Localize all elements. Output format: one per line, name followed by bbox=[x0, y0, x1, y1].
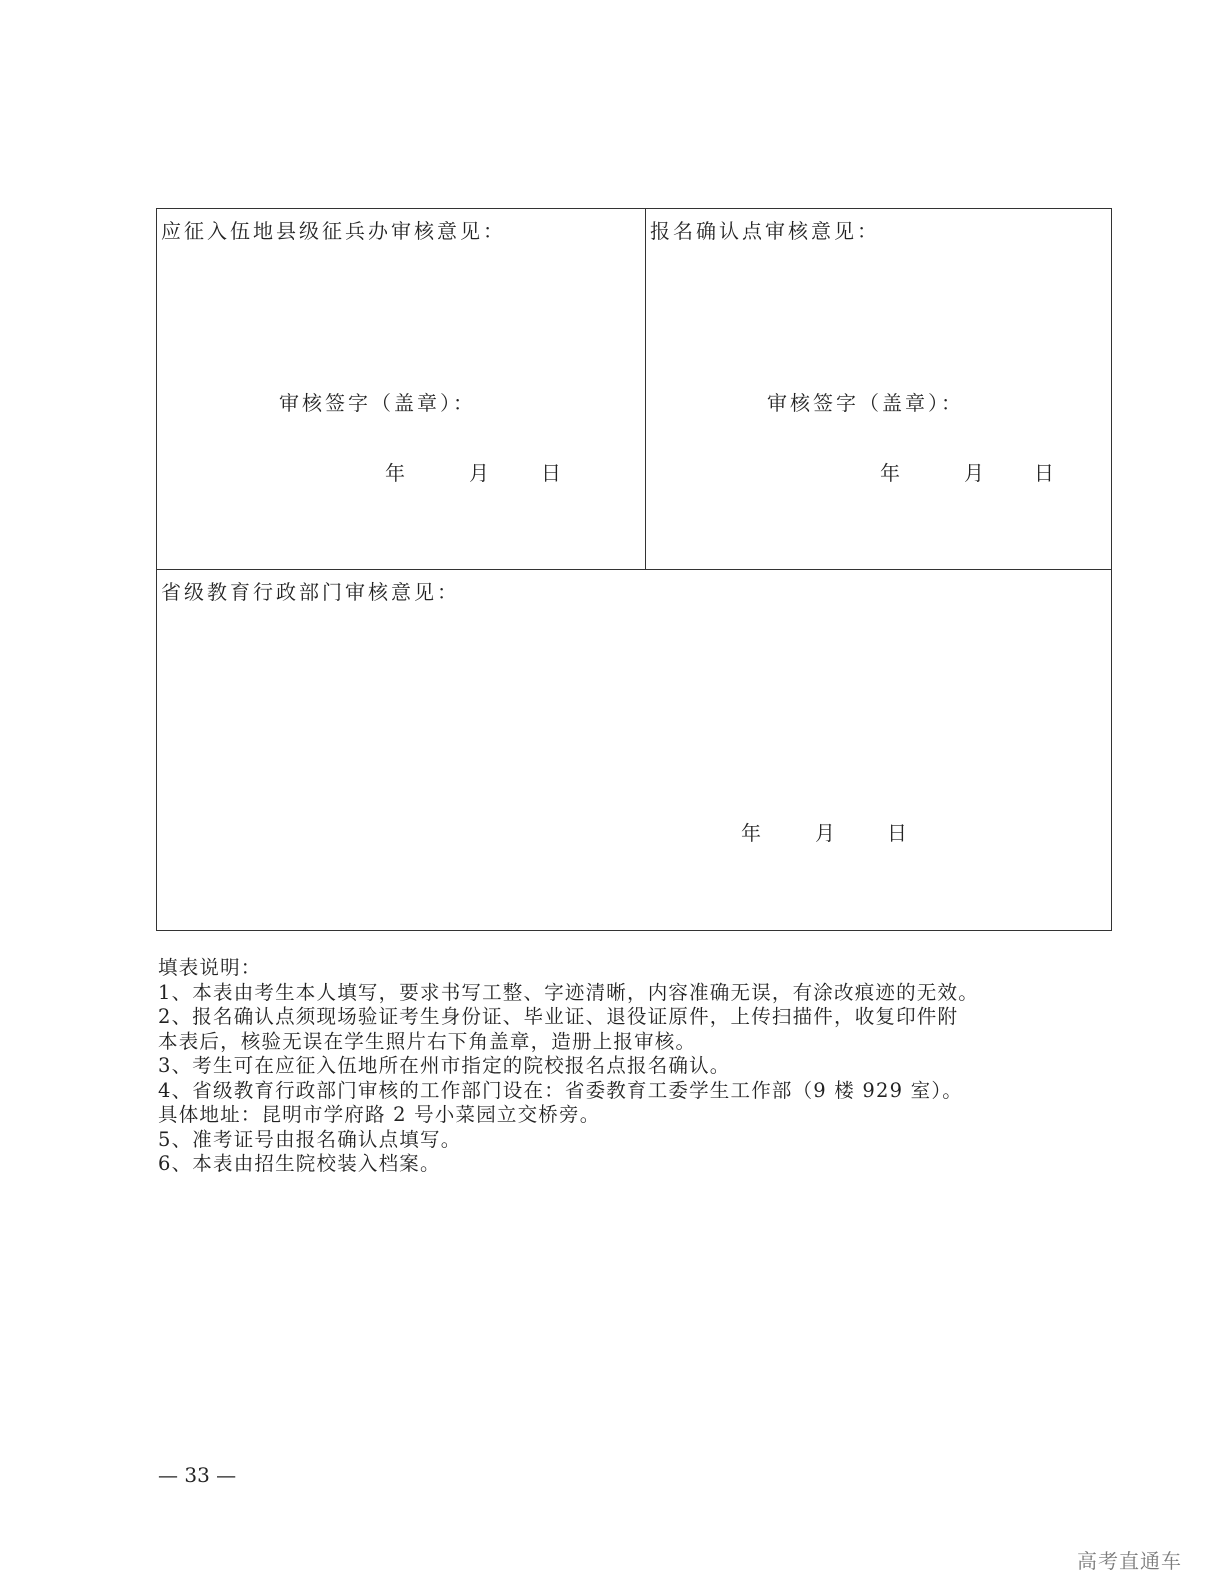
county-office-title: 应征入伍地县级征兵办审核意见： bbox=[161, 219, 506, 243]
review-form-table bbox=[156, 208, 1112, 931]
instruction-line: 4、省级教育行政部门审核的工作部门设在：省委教育工委学生工作部（9 楼 929 室）。 bbox=[158, 1078, 963, 1102]
confirm-point-date-day: 日 bbox=[1034, 461, 1054, 485]
instruction-line: 本表后，核验无误在学生照片右下角盖章，造册上报审核。 bbox=[158, 1029, 697, 1053]
county-recruitment-office-cell bbox=[157, 209, 646, 570]
instruction-line: 6、本表由招生院校装入档案。 bbox=[158, 1152, 441, 1175]
instruction-line: 具体地址：昆明市学府路 2 号小菜园立交桥旁。 bbox=[158, 1103, 601, 1126]
filling-instructions bbox=[158, 956, 1078, 1177]
confirm-point-sign-label: 审核签字（盖章）： bbox=[767, 391, 964, 415]
registration-confirm-point-cell bbox=[646, 209, 1111, 570]
instructions-heading: 填表说明： bbox=[158, 956, 262, 979]
county-office-date-year: 年 bbox=[385, 461, 405, 485]
confirm-point-date-month: 月 bbox=[964, 461, 984, 485]
instruction-line: 1、本表由考生本人填写，要求书写工整、字迹清晰，内容准确无误，有涂改痕迹的无效。 bbox=[158, 980, 979, 1004]
confirm-point-title: 报名确认点审核意见： bbox=[650, 219, 880, 243]
page-number: — 33 — bbox=[158, 1463, 237, 1487]
county-office-date-month: 月 bbox=[469, 461, 489, 485]
provincial-dept-date-year: 年 bbox=[741, 821, 761, 845]
provincial-dept-date-day: 日 bbox=[887, 821, 907, 845]
county-office-date-day: 日 bbox=[541, 461, 561, 485]
provincial-dept-title: 省级教育行政部门审核意见： bbox=[161, 580, 460, 604]
instruction-line: 2、报名确认点须现场验证考生身份证、毕业证、退役证原件，上传扫描件，收复印件附 bbox=[158, 1005, 959, 1028]
confirm-point-date-year: 年 bbox=[880, 461, 900, 485]
instruction-line: 3、考生可在应征入伍地所在州市指定的院校报名点报名确认。 bbox=[158, 1054, 731, 1077]
provincial-dept-date-month: 月 bbox=[815, 821, 835, 845]
provincial-education-dept-cell bbox=[157, 570, 1111, 930]
county-office-sign-label: 审核签字（盖章）： bbox=[279, 391, 476, 415]
watermark-text: 高考直通车 bbox=[1077, 1549, 1182, 1573]
instruction-line: 5、准考证号由报名确认点填写。 bbox=[158, 1127, 462, 1151]
